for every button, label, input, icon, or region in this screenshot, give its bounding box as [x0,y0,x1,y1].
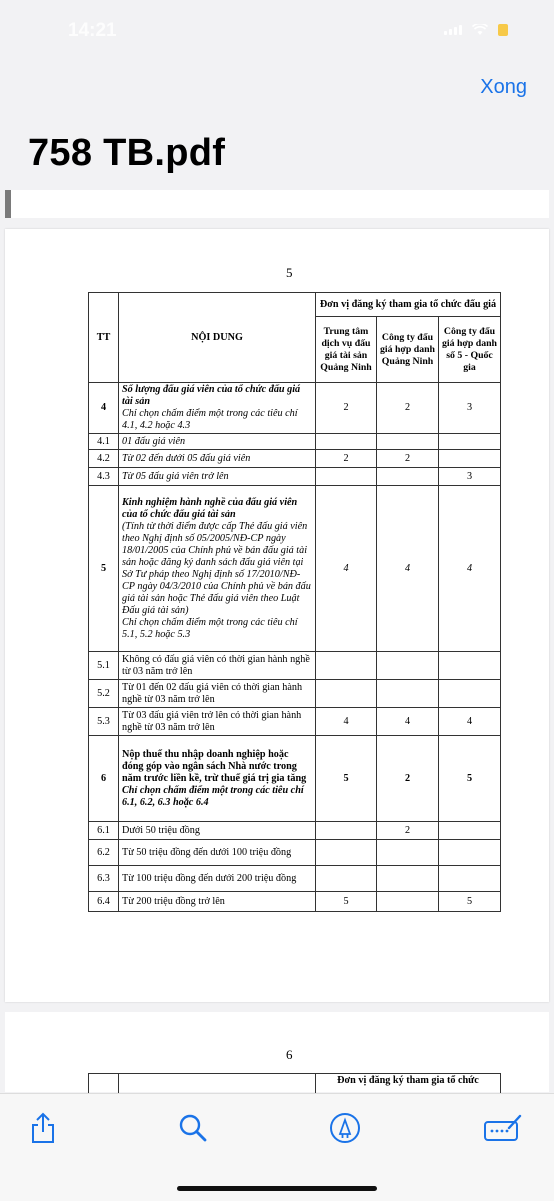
table-row: 4 Số lượng đấu giá viên của tổ chức đấu giá tài sản Chỉ chọn chấm điểm một trong các tiêu chí 4.1, 4.2 hoặc 4.3 2 2 3 [89,383,501,434]
battery-icon [498,24,508,36]
row-note: Chỉ chọn chấm điểm một trong các tiêu chí 4.1, 4.2 hoặc 4.3 [122,408,298,431]
table-row: 5.1 Không có đấu giá viên có thời gian hành nghề từ 03 năm trở lên [89,652,501,680]
table-row: 5 Kinh nghiệm hành nghề của đấu giá viên của tổ chức đấu giá tài sản (Tính từ thời điểm được cấp Thẻ đấu giá viên theo Nghị định số 05/2005/NĐ-CP ngày 18/01/2005 của Chính phủ về bán đấu giá tài sản hoặc đăng ký danh sách đấu giá viên tại Sở Tư pháp theo Nghị định số 17/2010/NĐ-CP ngày 04/3/2010 của Chính phủ về bán đấu giá tài sản hoặc Thẻ đấu giá viên theo Luật Đấu giá tài sản) Chỉ chọn chấm điểm một trong các tiêu chí 5.1, 5.2 hoặc 5.3 4 4 4 [89,486,501,652]
done-button[interactable]: Xong [480,76,527,98]
wifi-icon [472,24,488,36]
cellular-signal-icon [444,25,462,35]
next-page-number: 6 [286,1047,293,1062]
previous-page-edge [5,190,549,218]
share-icon[interactable] [30,1112,56,1144]
edit-icon[interactable] [483,1112,523,1144]
row-note: Chỉ chọn chấm điểm một trong các tiêu chí 6.1, 6.2, 6.3 hoặc 6.4 [122,784,304,808]
table-row: 4.2 Từ 02 đến dưới 05 đấu giá viên 2 2 [89,450,501,468]
table-row: 6.4 Từ 200 triệu đồng trở lên 5 5 [89,892,501,912]
row-detail: (Tính từ thời điểm được cấp Thẻ đấu giá viên theo Nghị định số 05/2005/NĐ-CP ngày 18/01/2005 của Chính phủ về bán đấu giá tài sản hoặc đăng ký danh sách đấu giá viên tại Sở Tư pháp theo Nghị định số 17/2010/NĐ-CP ngày 04/3/2010 của Chính phủ về bán đấu giá tài sản hoặc Thẻ đấu giá viên theo Luật Đấu giá tài sản) [122,520,311,616]
bottom-toolbar [0,1093,554,1201]
col-tt-header: TT [89,293,119,383]
table-row: 6 Nộp thuế thu nhập doanh nghiệp hoặc đóng góp vào ngân sách Nhà nước trong năm trước liền kề, trừ thuế giá trị gia tăng Chỉ chọn chấm điểm một trong các tiêu chí 6.1, 6.2, 6.3 hoặc 6.4 5 2 5 [89,736,501,822]
table-row: 4.3 Từ 05 đấu giá viên trở lên 3 [89,468,501,486]
status-icons [444,24,508,36]
next-org-group-header: Đơn vị đăng ký tham gia tổ chức [316,1074,501,1103]
scoring-table [88,292,501,912]
table-row: 6.1 Dưới 50 triệu đồng 2 [89,822,501,840]
search-icon[interactable] [178,1112,208,1144]
org3-header: Công ty đấu giá hợp danh số 5 - Quốc gia [439,317,501,383]
table-row: 6.3 Từ 100 triệu đồng đến dưới 200 triệu đồng [89,866,501,892]
document-title: 758 TB.pdf [28,132,226,174]
row-title: Kinh nghiệm hành nghề của đấu giá viên của tổ chức đấu giá tài sản [122,496,298,520]
table-row: 4.1 01 đấu giá viên [89,434,501,450]
org1-header: Trung tâm dịch vụ đấu giá tài sản Quảng Ninh [316,317,377,383]
markup-icon[interactable] [329,1112,361,1144]
org-group-header: Đơn vị đăng ký tham gia tổ chức đấu giá [316,293,501,317]
row-note: Chỉ chọn chấm điểm một trong các tiêu chí 5.1, 5.2 hoặc 5.3 [122,616,298,640]
org2-header: Công ty đấu giá hợp danh Quảng Ninh [377,317,439,383]
status-bar [0,0,554,64]
table-row: 6.2 Từ 50 triệu đồng đến dưới 100 triệu đồng [89,840,501,866]
row-title: Số lượng đấu giá viên của tổ chức đấu giá tài sản [122,384,301,407]
page-number: 5 [286,265,293,280]
row-title: Nộp thuế thu nhập doanh nghiệp hoặc đóng góp vào ngân sách Nhà nước trong năm trước liền kề, trừ thuế giá trị gia tăng [122,748,307,784]
table-row: 5.2 Từ 01 đến 02 đấu giá viên có thời gian hành nghề từ 03 năm trở lên [89,680,501,708]
home-indicator [177,1186,377,1191]
col-content-header: NỘI DUNG [119,293,316,383]
status-time: 14:21 [68,20,117,41]
table-row: 5.3 Từ 03 đấu giá viên trở lên có thời gian hành nghề từ 03 năm trở lên 4 4 4 [89,708,501,736]
